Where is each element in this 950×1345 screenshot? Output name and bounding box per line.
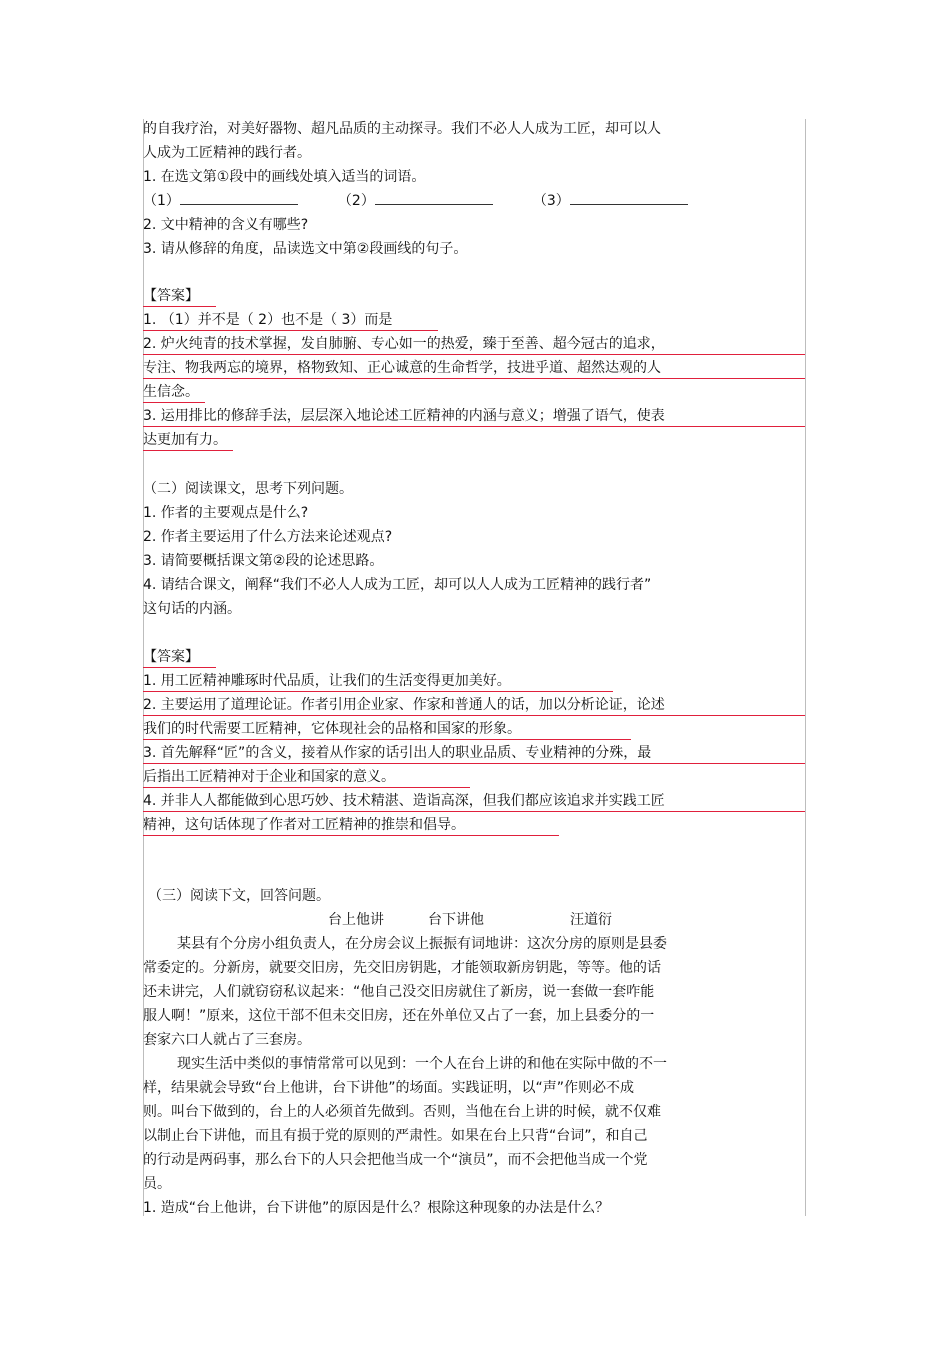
answer-underline [143, 306, 216, 307]
question-4: 这句话的内涵。 [143, 601, 241, 617]
answer-2: 我们的时代需要工匠精神，它体现社会的品格和国家的形象。 [143, 721, 521, 737]
blank-3-label: （3） [532, 193, 570, 209]
fill-blanks-row [143, 191, 728, 211]
passage-line: 的自我疗治，对美好器物、超凡品质的主动探寻。我们不必人人成为工匠，却可以人 [143, 121, 661, 137]
answer-underline [143, 691, 613, 692]
article-paragraph-line: 服人啊！”原来，这位干部不但未交旧房，还在外单位又占了一套，加上县委分的一 [143, 1008, 655, 1024]
blank-2-label: （2） [337, 193, 375, 209]
article-paragraph-line: 还未讲完，人们就窃窃私议起来：“他自己没交旧房就住了新房，说一套做一套咋能 [143, 984, 655, 1000]
article-author: 汪道衍 [570, 912, 612, 928]
answer-underline [143, 330, 438, 331]
answer-label: 【答案】 [143, 288, 199, 304]
blank-3 [570, 192, 688, 205]
answer-3: 3. 首先解释“匠”的含义，接着从作家的话引出人的职业品质、专业精神的分殊，最 [143, 745, 652, 761]
question-2: 2. 文中精神的含义有哪些? [143, 217, 309, 233]
question-3: 3. 请简要概括课文第②段的论述思路。 [143, 553, 384, 569]
passage-line: 人成为工匠精神的践行者。 [143, 145, 311, 161]
answer-1: 1. 用工匠精神雕琢时代品质，让我们的生活变得更加美好。 [143, 673, 511, 689]
content-frame [143, 119, 806, 1216]
answer-underline [143, 835, 559, 836]
answer-underline [143, 426, 805, 427]
answer-underline [143, 811, 805, 812]
answer-2: 专注、物我两忘的境界，格物致知、正心诚意的生命哲学，技进乎道、超然达观的人 [143, 360, 661, 376]
answer-underline [143, 378, 805, 379]
blank-1-label: （1） [143, 193, 180, 209]
answer-2: 2. 主要运用了道理论证。作者引用企业家、作家和普通人的话，加以分析论证，论述 [143, 697, 665, 713]
answer-underline [143, 763, 805, 764]
answer-4: 4. 并非人人都能做到心思巧妙、技术精湛、造诣高深，但我们都应该追求并实践工匠 [143, 793, 665, 809]
section-heading: （二）阅读课文，思考下列问题。 [143, 481, 353, 497]
article-paragraph-line: 现实生活中类似的事情常常可以见到：一个人在台上讲的和他在实际中做的不一 [177, 1056, 667, 1072]
article-paragraph-line: 的行动是两码事，那么台下的人只会把他当成一个“演员”，而不会把他当成一个党 [143, 1152, 648, 1168]
answer-2: 2. 炉火纯青的技术掌握，发自肺腑、专心如一的热爱，臻于至善、超今冠古的追求， [143, 336, 665, 352]
article-title-part-2: 台下讲他 [428, 912, 484, 928]
answer-label: 【答案】 [143, 649, 199, 665]
article-paragraph-line: 以制止台下讲他，而且有损于党的原则的严肃性。如果在台上只背“台词”，和自己 [143, 1128, 648, 1144]
article-paragraph-line: 员。 [143, 1176, 171, 1192]
answer-underline [143, 667, 216, 668]
blank-1 [180, 192, 298, 205]
article-paragraph-line: 样，结果就会导致“台上他讲，台下讲他”的场面。实践证明，以“声”作则必不成 [143, 1080, 635, 1096]
answer-4: 精神，这句话体现了作者对工匠精神的推崇和倡导。 [143, 817, 465, 833]
answer-underline [143, 450, 233, 451]
answer-underline [143, 715, 805, 716]
answer-2: 生信念。 [143, 384, 199, 400]
question-4: 4. 请结合课文，阐释“我们不必人人成为工匠，却可以人人成为工匠精神的践行者” [143, 577, 652, 593]
article-paragraph-line: 套家六口人就占了三套房。 [143, 1032, 311, 1048]
question-1: 1. 在选文第①段中的画线处填入适当的词语。 [143, 169, 426, 185]
question-3: 3. 请从修辞的角度，品读选文中第②段画线的句子。 [143, 241, 468, 257]
answer-underline [143, 354, 805, 355]
answer-3: 后指出工匠精神对于企业和国家的意义。 [143, 769, 395, 785]
answer-underline [143, 739, 631, 740]
answer-underline [143, 402, 205, 403]
answer-1: 1. （1）并不是（ 2）也不是（ 3）而是 [143, 312, 393, 328]
answer-underline [143, 787, 470, 788]
blank-2 [375, 192, 493, 205]
article-paragraph-line: 则。叫台下做到的，台上的人必须首先做到。否则，当他在台上讲的时候，就不仅难 [143, 1104, 661, 1120]
answer-3: 3. 运用排比的修辞手法，层层深入地论述工匠精神的内涵与意义；增强了语气，使表 [143, 408, 665, 424]
section-heading: （三）阅读下文，回答问题。 [148, 888, 330, 904]
question-1: 1. 作者的主要观点是什么? [143, 505, 309, 521]
answer-3: 达更加有力。 [143, 432, 227, 448]
question-2: 2. 作者主要运用了什么方法来论述观点? [143, 529, 393, 545]
article-paragraph-line: 某县有个分房小组负责人，在分房会议上振振有词地讲：这次分房的原则是县委 [177, 936, 667, 952]
article-paragraph-line: 常委定的。分新房，就要交旧房，先交旧房钥匙，才能领取新房钥匙，等等。他的话 [143, 960, 661, 976]
article-title-part-1: 台上他讲 [328, 912, 384, 928]
question-1: 1. 造成“台上他讲，台下讲他”的原因是什么？根除这种现象的办法是什么？ [143, 1200, 610, 1216]
